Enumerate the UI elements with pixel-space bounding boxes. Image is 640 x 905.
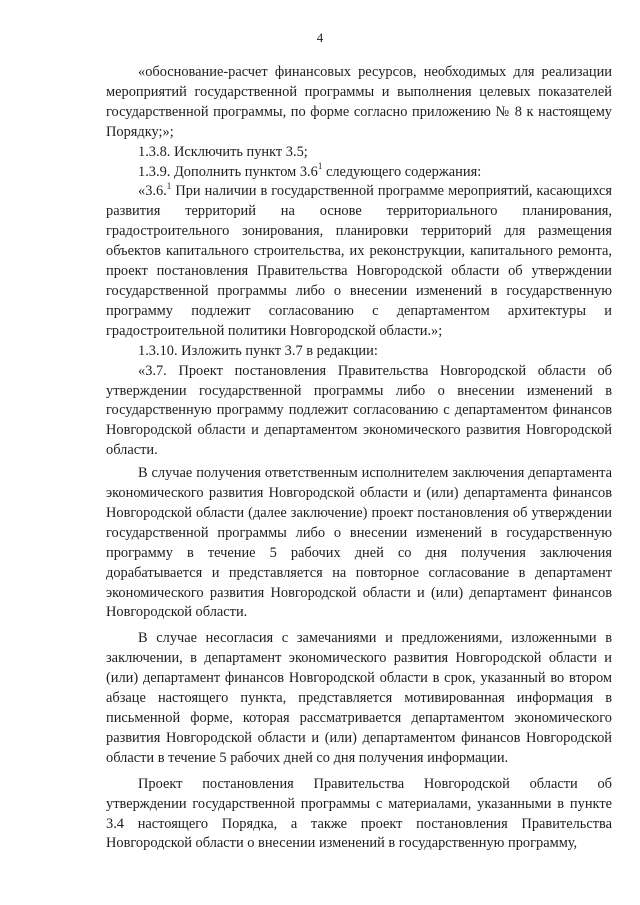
paragraph-conclusion-received: В случае получения ответственным исполнителем заключения департамента экономического развития Новгородской области и (или) департамента финансов Новгородской области (далее заключение) проект постановления об утверждении государственной программы либо о внесении изменений в государственную программу в течение 5 рабочих дней со дня получения заключения дорабатывается и представляется на повторное согласование в департамент экономического развития Новгородской области и (или) департамент финансов Новгородской области.	[106, 465, 612, 621]
paragraph-disagreement: В случае несогласия с замечаниями и предложениями, изложенными в заключении, в департамент экономического развития Новгородской области и (или) департамент финансов Новгородской области в срок, указанный во втором абзаце настоящего пункта, представляется мотивированная информация в письменной форме, которая рассматривается департаментом экономического развития Новгородской области и (или) департаментом финансов Новгородской области в течение 5 рабочих дней со дня получения информации.	[106, 630, 612, 766]
superscript-one: 1	[317, 160, 323, 171]
paragraph-clause-3-6-1-text: При наличии в государственной программе мероприятий, касающихся развития территорий на основе территориального планирования, градостроительного зонирования, планировки территорий для размещения объектов капитального строительства, их реконструкции, капитального ремонта, проект постановления Правительства Новгородской области об утверждении государственной программы либо о внесении изменений в государственную программу подлежит согласованию с департаментом архитектуры и градостроительной политики Новгородской области.»;	[106, 183, 612, 339]
paragraph-clause-3-7: «3.7. Проект постановления Правительства Новгородской области об утверждении государственной программы либо о внесении изменений в государственную программу подлежит согласованию с департаментом финансов Новгородской области и департаментом экономического развития Новгородской области.	[106, 362, 612, 459]
paragraph-draft-resolution: Проект постановления Правительства Новгородской области об утверждении государственной программы с материалами, указанными в пункте 3.4 настоящего Порядка, а также проект постановления Правительства Новгородской области о внесении изменений в государственную программу,	[106, 775, 612, 852]
paragraph-item-1-3-9	[106, 160, 612, 183]
paragraph-item-1-3-9-text: 1.3.9. Дополнить пунктом 3.6	[138, 163, 318, 180]
paragraph-clause-3-6-1-number: «3.6.	[138, 183, 167, 200]
page-number: 4	[316, 30, 324, 45]
superscript-one: 1	[166, 180, 172, 191]
paragraph-item-1-3-9-tail: следующего содержания:	[322, 163, 482, 180]
paragraph-funding-justification: «обоснование-расчет финансовых ресурсов, необходимых для реализации мероприятий государственной программы и выполнения целевых показателей государственной программы, по форме согласно приложению № 8 к настоящему Порядку;»;	[106, 64, 612, 140]
paragraph-item-1-3-8: 1.3.8. Исключить пункт 3.5;	[138, 143, 308, 160]
paragraph-item-1-3-10: 1.3.10. Изложить пункт 3.7 в редакции:	[138, 342, 378, 359]
paragraph-clause-3-6-1	[106, 182, 612, 341]
document-body	[106, 63, 612, 854]
